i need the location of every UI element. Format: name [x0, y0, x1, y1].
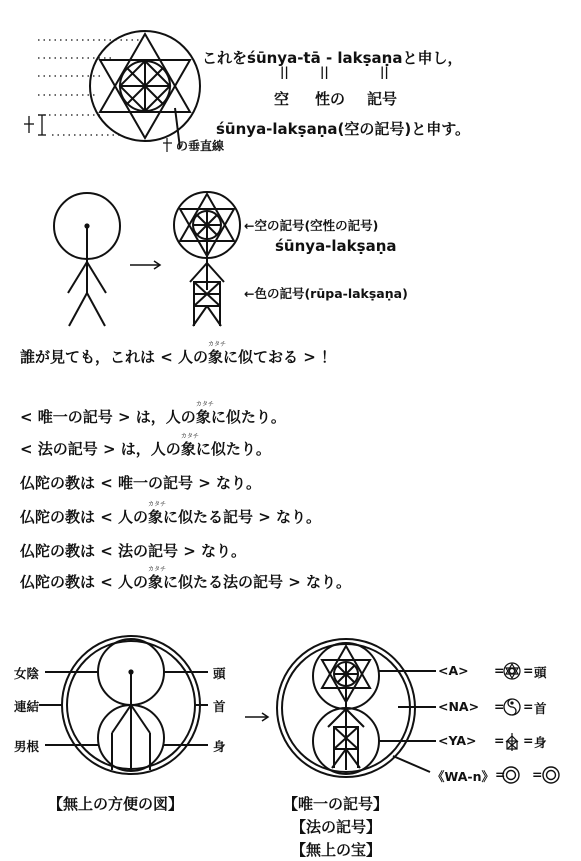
statement-4: [20, 501, 322, 527]
form-symbol-label: ←色の記号(rūpa-lakṣaṇa): [244, 286, 408, 301]
label-link: 連結: [14, 699, 40, 714]
na-eq-1: =: [494, 699, 505, 714]
s4-before: 仏陀の教は < 人の: [20, 508, 149, 526]
exclaim-kanji-wrap: [208, 341, 227, 366]
a-head: 頭: [534, 665, 547, 680]
s2-kanji: 象: [180, 440, 196, 458]
s4-after: に似たる記号 > なり。: [163, 508, 322, 526]
intro-prefix: これを: [202, 49, 248, 67]
exclaim-after: に似ておる > ！: [223, 348, 337, 366]
statement-3: 仏陀の教は < 唯一の記号 > なり。: [20, 474, 262, 492]
exclaim-ruby: カタチ: [208, 341, 227, 348]
plumb-mark-left: [24, 115, 46, 135]
exclaim-before: 誰が見ても，これは < 人の: [20, 348, 209, 366]
label-body: 身: [213, 739, 226, 754]
s4-ruby: カタチ: [148, 501, 167, 508]
exclaim-kanji: 象: [208, 348, 224, 366]
s1-after: に似たり。: [210, 408, 286, 426]
right-caption-2: 【法の記号】: [291, 818, 382, 836]
s1-kanji-wrap: [195, 401, 214, 426]
mini-body-icon: [506, 733, 518, 751]
intro-line: [202, 47, 463, 68]
plumb-mark-small: [163, 138, 172, 152]
mini-yinyang-icon: [504, 699, 520, 715]
kanji-sei: 性の: [315, 90, 346, 108]
statement-5: 仏陀の教は < 法の記号 > なり。: [20, 542, 247, 560]
statement-1: [20, 401, 286, 427]
empty-symbol-label: ←空の記号(空性の記号): [244, 218, 379, 233]
intro-term: śūnya-tā - lakṣaṇa: [247, 49, 403, 67]
s2-ruby: カタチ: [180, 433, 199, 440]
diagram-arrow: [245, 713, 268, 721]
stick-figure: [54, 193, 120, 326]
ya-body: 身: [534, 735, 547, 750]
label-woman: 女陰: [14, 666, 40, 681]
statement-6: [20, 566, 352, 592]
intro-suffix: と申し，: [402, 49, 463, 67]
wan-eq-1: =: [495, 767, 506, 782]
s6-after: に似たる法の記号 > なり。: [163, 573, 352, 591]
wan-label: 《WA-n》: [432, 769, 494, 784]
mini-star-icon: [504, 663, 520, 679]
right-caption-3: 【無上の宝】: [291, 841, 382, 859]
right-caption-1: 【唯一の記号】: [283, 795, 389, 813]
transform-arrow: [130, 261, 160, 269]
s2-after: に似たり。: [195, 440, 271, 458]
empty-symbol-term: śūnya-lakṣaṇa: [275, 237, 397, 255]
s6-ruby: カタチ: [148, 566, 167, 573]
na-eq-2: =: [523, 699, 534, 714]
kanji-kigo: 記号: [367, 90, 398, 108]
left-caption: 【無上の方便の図】: [48, 795, 184, 813]
label-man: 男根: [14, 739, 40, 754]
na-label: <NA>: [438, 699, 480, 714]
dotted-guides: [38, 40, 140, 135]
unique-symbol-diagram: [277, 639, 436, 777]
s1-ruby: カタチ: [195, 401, 214, 408]
statement-2: [20, 433, 271, 459]
double-circle-icon-2: [543, 767, 559, 783]
upaya-diagram: [39, 636, 208, 774]
exclaim-line: [20, 341, 337, 367]
ya-eq-1: =: [494, 733, 505, 748]
equal-mark-2: ||: [320, 65, 329, 79]
s4-kanji-wrap: [148, 501, 167, 526]
s4-kanji: 象: [148, 508, 164, 526]
ya-eq-2: =: [523, 733, 534, 748]
ya-label: <YA>: [438, 733, 477, 748]
figure-symbol: [174, 192, 240, 326]
label-neck: 首: [213, 699, 226, 714]
s6-kanji: 象: [148, 573, 164, 591]
s1-kanji: 象: [195, 408, 211, 426]
sunyata-symbol: [90, 31, 200, 148]
sunya-laksana-suffix: (空の記号)と申す。: [337, 120, 471, 138]
s6-before: 仏陀の教は < 人の: [20, 573, 149, 591]
equal-mark-1: ||: [280, 65, 289, 79]
vertical-line-label: の垂直線: [176, 139, 225, 153]
na-neck: 首: [534, 701, 547, 716]
a-eq-2: =: [523, 663, 534, 678]
kanji-sora: 空: [274, 90, 290, 108]
s6-kanji-wrap: [148, 566, 167, 591]
s2-before: < 法の記号 > は，人の: [20, 440, 181, 458]
equal-mark-3: ||: [380, 65, 389, 79]
s2-kanji-wrap: [180, 433, 199, 458]
s1-before: < 唯一の記号 > は，人の: [20, 408, 196, 426]
label-head: 頭: [213, 666, 226, 681]
wan-eq-2: =: [532, 767, 543, 782]
a-label: <A>: [438, 663, 469, 678]
sunya-laksana-line: [216, 118, 470, 139]
sunya-laksana-term: śūnya-lakṣaṇa: [216, 120, 338, 138]
a-eq-1: =: [494, 663, 505, 678]
